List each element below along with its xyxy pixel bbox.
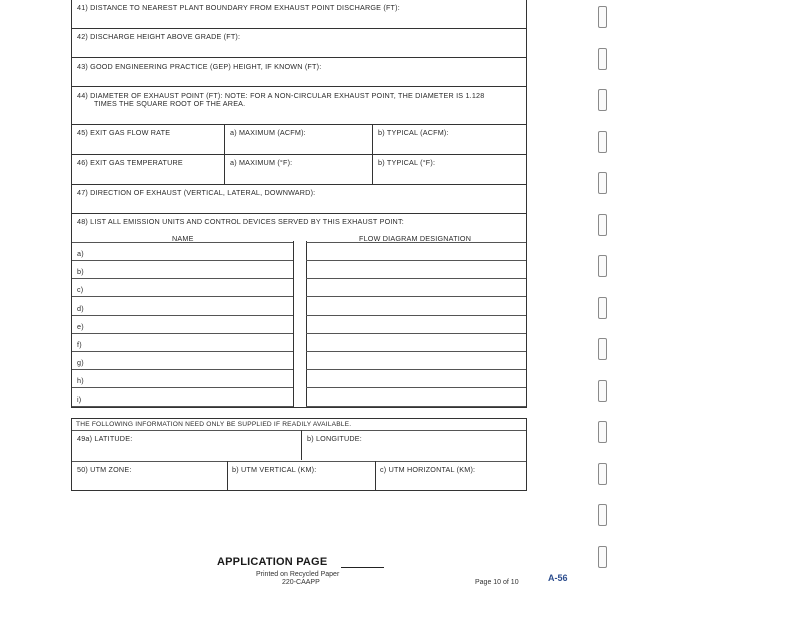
field-42-label: 42) DISCHARGE HEIGHT ABOVE GRADE (FT): [77,32,241,41]
field-44-label-line1: 44) DIAMETER OF EXHAUST POINT (FT): NOTE: FOR A NON-CIRCULAR EXHAUST POINT, THE DIAMETER IS 1.128 [77,91,485,100]
emission-row-name-input[interactable] [72,296,293,297]
emission-row-label: b) [77,267,84,277]
column-header-name: NAME [172,234,194,243]
binder-ring-icon [598,504,607,526]
emission-row-label: f) [77,340,82,349]
emission-row-flow-input[interactable] [306,260,526,261]
divider [227,461,228,490]
divider [375,461,376,490]
emission-row-label: e) [77,321,84,331]
emission-row-label: d) [77,303,84,313]
application-page-blank[interactable] [341,567,384,568]
binder-ring-icon [598,463,607,485]
emission-row-name-input[interactable] [72,351,293,352]
emission-row-name-input[interactable] [72,406,293,407]
emission-row-flow-input[interactable] [306,406,526,407]
emission-row-name-input[interactable] [72,387,293,388]
emission-row-flow-input[interactable] [306,315,526,316]
recycled-paper-note: Printed on Recycled Paper [256,571,340,578]
emission-row-name-input[interactable] [72,333,293,334]
divider [306,242,526,243]
field-46-exit-gas-temperature [71,155,527,185]
field-43-label: 43) GOOD ENGINEERING PRACTICE (GEP) HEIGHT, IF KNOWN (FT): [77,62,322,71]
emission-row-name-input[interactable] [72,278,293,279]
field-50a-utm-zone[interactable]: 50) UTM ZONE: [77,465,132,474]
emission-row-label: h) [77,376,84,386]
divider [372,155,373,184]
field-48-label: 48) LIST ALL EMISSION UNITS AND CONTROL DEVICES SERVED BY THIS EXHAUST POINT: [77,217,404,226]
field-44-label-line2: TIMES THE SQUARE ROOT OF THE AREA. [94,99,246,108]
emission-row-flow-input[interactable] [306,333,526,334]
page-id: A-56 [548,573,568,583]
page-number: Page 10 of 10 [475,579,519,586]
binder-ring-icon [598,421,607,443]
field-45-exit-gas-flow-rate [71,125,527,155]
binder-ring-icon [598,89,607,111]
binder-ring-icon [598,172,607,194]
column-divider [306,241,307,407]
emission-row-flow-input[interactable] [306,351,526,352]
column-header-flow-designation: FLOW DIAGRAM DESIGNATION [359,234,472,243]
optional-location-section [71,418,527,491]
field-48-emission-units-table [71,214,527,408]
application-page-title: APPLICATION PAGE [217,556,328,568]
binder-ring-icon [598,48,607,70]
binder-ring-icon [598,546,607,568]
emission-row-flow-input[interactable] [306,387,526,388]
field-46b-typical-temp[interactable]: b) TYPICAL (°F): [378,158,436,167]
field-42-discharge-height[interactable] [71,29,527,58]
field-49a-latitude[interactable]: 49a) LATITUDE: [77,434,133,443]
divider [224,155,225,184]
field-45-label: 45) EXIT GAS FLOW RATE [77,128,171,137]
binder-ring-icon [598,380,607,402]
form-code: 220-CAAPP [282,579,320,586]
field-46-label: 46) EXIT GAS TEMPERATURE [77,158,183,167]
emission-row-name-input[interactable] [72,315,293,316]
field-41-plant-boundary-distance[interactable] [71,0,527,29]
field-47-exhaust-direction[interactable] [71,185,527,214]
binder-ring-icon [598,297,607,319]
binder-ring-icon [598,131,607,153]
field-47-label: 47) DIRECTION OF EXHAUST (VERTICAL, LATERAL, DOWNWARD): [77,188,316,197]
divider [301,430,302,460]
emission-row-name-input[interactable] [72,369,293,370]
field-43-gep-height[interactable] [71,58,527,87]
field-50b-utm-vertical[interactable]: b) UTM VERTICAL (KM): [232,465,317,474]
field-41-label: 41) DISTANCE TO NEAREST PLANT BOUNDARY FROM EXHAUST POINT DISCHARGE (FT): [77,3,400,12]
binder-ring-icon [598,338,607,360]
field-50c-utm-horizontal[interactable]: c) UTM HORIZONTAL (KM): [380,465,476,474]
emission-row-label: g) [77,358,84,368]
divider [372,125,373,154]
emission-row-name-input[interactable] [72,260,293,261]
field-45b-typical-acfm[interactable]: b) TYPICAL (ACFM): [378,128,449,137]
field-49b-longitude[interactable]: b) LONGITUDE: [307,434,362,443]
optional-note: THE FOLLOWING INFORMATION NEED ONLY BE SUPPLIED IF READILY AVAILABLE. [76,421,352,428]
field-45a-max-acfm[interactable]: a) MAXIMUM (ACFM): [230,128,306,137]
divider [72,461,526,462]
divider [72,242,293,243]
column-divider [293,241,294,407]
binder-ring-icon [598,255,607,277]
divider [72,430,526,431]
binder-ring-icon [598,214,607,236]
field-44-exhaust-diameter[interactable] [71,87,527,125]
emission-row-flow-input[interactable] [306,278,526,279]
field-46a-max-temp[interactable]: a) MAXIMUM (°F): [230,158,293,167]
emission-row-flow-input[interactable] [306,296,526,297]
binder-ring-icon [598,6,607,28]
emission-row-label: i) [77,394,82,404]
emission-row-label: a) [77,249,84,258]
emission-row-flow-input[interactable] [306,369,526,370]
emission-row-label: c) [77,285,84,295]
divider [224,125,225,154]
